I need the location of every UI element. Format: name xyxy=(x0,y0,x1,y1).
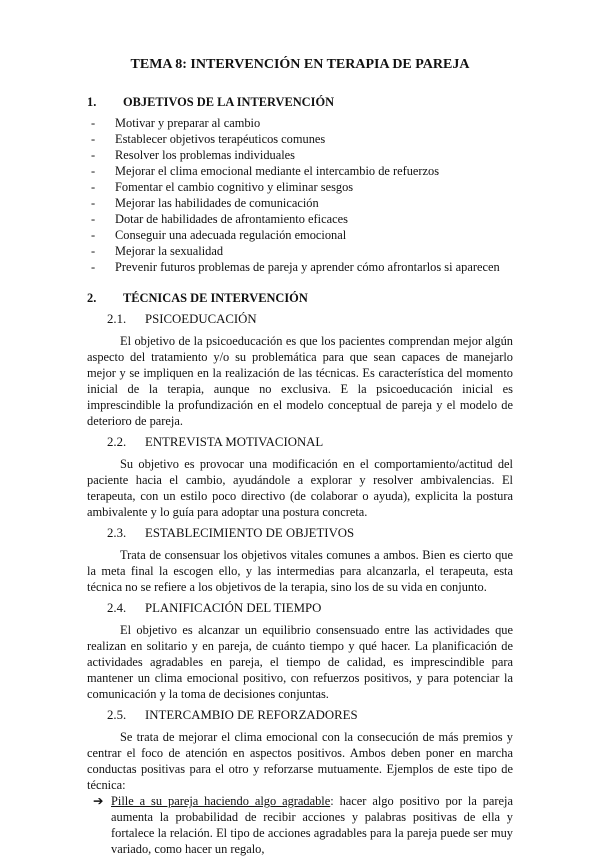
subsection-title: INTERCAMBIO DE REFORZADORES xyxy=(145,708,358,722)
list-item xyxy=(87,195,513,211)
paragraph: Su objetivo es provocar una modificación en el comportamiento/actitud del paciente hacia el cambio, ayudándole a explorar y resolver ambivalencias. El terapeuta, con un estilo poco directivo (de colaborar o ayuda), explicita la postura ambivalente y lo guía para adoptar una postura concreta. xyxy=(87,457,513,519)
dash-bullet: - xyxy=(91,180,96,194)
list-item-text: Dotar de habilidades de afrontamiento eficaces xyxy=(115,212,348,226)
objectives-list xyxy=(87,115,513,275)
subsection-title: PLANIFICACIÓN DEL TIEMPO xyxy=(145,601,322,615)
subsections xyxy=(87,311,513,857)
subsection-number: 2.3. xyxy=(107,526,127,540)
list-item-text: Conseguir una adecuada regulación emocional xyxy=(115,228,347,242)
dash-bullet: - xyxy=(91,132,96,146)
list-item-text: Fomentar el cambio cognitivo y eliminar sesgos xyxy=(115,180,354,194)
section-number: 2. xyxy=(87,291,97,305)
section-title: TÉCNICAS DE INTERVENCIÓN xyxy=(123,291,308,305)
dash-bullet: - xyxy=(91,148,96,162)
subsection-number: 2.1. xyxy=(107,312,127,326)
list-item-text: Prevenir futuros problemas de pareja y aprender cómo afrontarlos si aparecen xyxy=(115,260,500,274)
dash-bullet: - xyxy=(91,212,96,226)
dash-bullet: - xyxy=(91,244,96,258)
list-item xyxy=(87,147,513,163)
list-item-text: Mejorar el clima emocional mediante el intercambio de refuerzos xyxy=(115,164,440,178)
list-item xyxy=(87,179,513,195)
list-item xyxy=(87,163,513,179)
subsection-heading xyxy=(107,311,513,327)
list-item-text: Mejorar la sexualidad xyxy=(115,244,224,258)
list-item-text: Establecer objetivos terapéuticos comunes xyxy=(115,132,326,146)
dash-bullet: - xyxy=(91,196,96,210)
list-item-text: Motivar y preparar al cambio xyxy=(115,116,261,130)
list-item xyxy=(87,243,513,259)
list-item xyxy=(87,211,513,227)
subsection-heading xyxy=(107,434,513,450)
dash-bullet: - xyxy=(91,164,96,178)
dash-bullet: - xyxy=(91,116,96,130)
list-item xyxy=(87,115,513,131)
section-heading xyxy=(87,290,513,306)
paragraph: El objetivo es alcanzar un equilibrio consensuado entre las actividades que realizan en solitario y en pareja, de cuánto tiempo y qué hacer. La planificación de actividades agradables en pareja, el tiempo de calidad, es imprescindible para mantener un clima emocional positivo, con refuerzos positivos, y para potenciar la comunicación y la toma de decisiones conjuntas. xyxy=(87,623,513,701)
list-item xyxy=(87,259,513,275)
section-number: 1. xyxy=(87,95,97,109)
subsection-number: 2.4. xyxy=(107,601,127,615)
subsection-heading xyxy=(107,707,513,723)
section-title: OBJETIVOS DE LA INTERVENCIÓN xyxy=(123,95,335,109)
document-title: TEMA 8: INTERVENCIÓN EN TERAPIA DE PAREJA xyxy=(130,57,470,72)
paragraph: Se trata de mejorar el clima emocional con la consecución de más premios y centrar el foco de atención en aspectos positivos. Ambos deben poner en marcha conductas positivas para el otro y reforzarse mutuamente. Ejemplos de este tipo de técnica: xyxy=(87,730,513,792)
dash-bullet: - xyxy=(91,260,96,274)
subsection-number: 2.5. xyxy=(107,708,127,722)
arrow-icon: ➔ xyxy=(93,794,104,808)
dash-bullet: - xyxy=(91,228,96,242)
technique-name: Pille a su pareja haciendo algo agradable xyxy=(111,794,331,808)
subsection-title: ENTREVISTA MOTIVACIONAL xyxy=(145,435,324,449)
list-item xyxy=(87,227,513,243)
subsection-number: 2.2. xyxy=(107,435,127,449)
section-heading xyxy=(87,94,513,110)
paragraph: Trata de consensuar los objetivos vitales comunes a ambos. Bien es cierto que la meta final la escogen ello, y las intermedias para alcanzarla, el terapeuta, esta técnica no se refiere a los objetivos de la terapia, sino los de su vida en conjunto. xyxy=(87,548,513,594)
subsection-heading xyxy=(107,525,513,541)
subsection-title: ESTABLECIMIENTO DE OBJETIVOS xyxy=(145,526,355,540)
arrow-list-item xyxy=(93,793,513,857)
list-item xyxy=(87,131,513,147)
list-item-text: Resolver los problemas individuales xyxy=(115,148,295,162)
subsection-title: PSICOEDUCACIÓN xyxy=(145,312,257,326)
paragraph: El objetivo de la psicoeducación es que los pacientes comprendan mejor algún aspecto del tratamiento y/o su problemática para que sean capaces de manejarlo mejor y se impliquen en la realización de las técnicas. Es característica del momento inicial de la terapia, aunque no exclusiva. E la psicoeducación inicial es imprescindible la profundización en el modelo conceptual de pareja y el modelo de deterioro de pareja. xyxy=(87,334,513,428)
technique-description: : hacer algo positivo por la pareja aumenta la probabilidad de recibir acciones y palabras positivas de ella y fortalece la relación. El tipo de acciones agradables para la pareja puede ser muy variado, como hacer un regalo, xyxy=(111,794,513,856)
list-item-text: Mejorar las habilidades de comunicación xyxy=(115,196,319,210)
subsection-heading xyxy=(107,600,513,616)
